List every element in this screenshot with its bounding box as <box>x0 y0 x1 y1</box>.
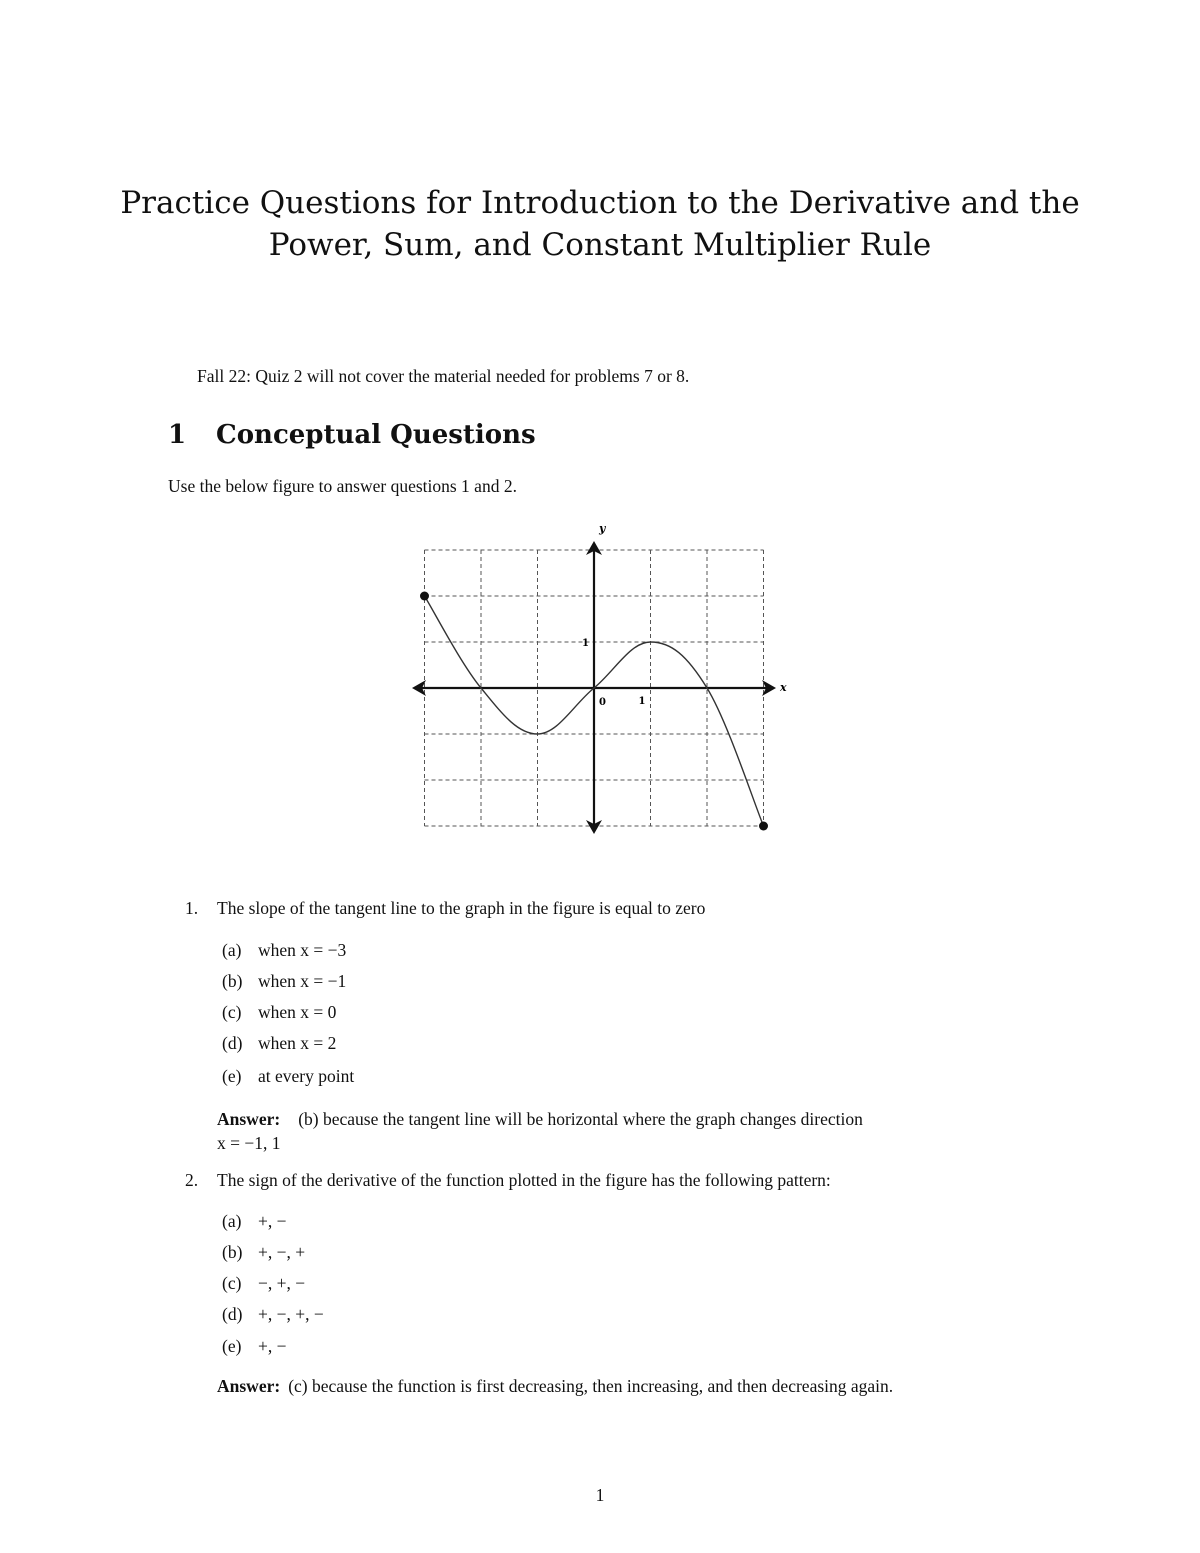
answer-text: (c) because the function is first decreasing, then increasing, and then decreasing again. <box>288 1376 894 1396</box>
q2-option-b <box>222 1242 305 1263</box>
option-text: when x = −1 <box>258 971 347 991</box>
q2-option-d <box>222 1304 324 1325</box>
answer-text: (b) because the tangent line will be horizontal where the graph changes direction <box>298 1109 863 1129</box>
q1-option-e <box>222 1066 354 1087</box>
option-label: (e) <box>222 1066 242 1086</box>
option-text: +, −, +, − <box>258 1304 324 1324</box>
option-text: −, +, − <box>258 1273 306 1293</box>
option-text: when x = −3 <box>258 940 347 960</box>
option-label: (a) <box>222 940 242 960</box>
function-graph <box>400 515 800 849</box>
option-label: (e) <box>222 1336 242 1356</box>
option-text: when x = 2 <box>258 1033 337 1053</box>
curve-end-point <box>759 822 768 831</box>
answer-label: Answer: <box>217 1376 281 1396</box>
curve-start-point <box>420 592 429 601</box>
option-label: (c) <box>222 1002 242 1022</box>
q1-answer <box>217 1107 1037 1155</box>
q2-answer <box>217 1374 1037 1398</box>
q1-option-d <box>222 1033 336 1054</box>
q1-option-b <box>222 971 346 992</box>
option-label: (c) <box>222 1273 242 1293</box>
option-label: (b) <box>222 1242 243 1262</box>
question-number: 2. <box>185 1170 199 1190</box>
q2-option-c <box>222 1273 305 1294</box>
answer-label: Answer: <box>217 1109 281 1129</box>
option-label: (d) <box>222 1304 243 1324</box>
question-2 <box>185 1170 831 1191</box>
origin-label: 0 <box>599 697 606 708</box>
answer-text-continued: x = −1, 1 <box>217 1133 281 1153</box>
option-text: +, − <box>258 1336 287 1356</box>
q2-option-e <box>222 1336 287 1357</box>
document-title <box>0 182 1200 266</box>
option-text: +, − <box>258 1211 287 1231</box>
q1-option-c <box>222 1002 336 1023</box>
question-number: 1. <box>185 898 199 918</box>
x-tick-label: 1 <box>638 696 646 707</box>
option-text: +, −, + <box>258 1242 306 1262</box>
section-title: Conceptual Questions <box>216 420 536 450</box>
section-number: 1 <box>168 420 187 450</box>
question-1 <box>185 898 705 919</box>
x-axis-label: x <box>780 681 787 694</box>
figure-intro: Use the below figure to answer questions 1 and 2. <box>168 476 517 496</box>
option-label: (b) <box>222 971 243 991</box>
title-line-2: Power, Sum, and Constant Multiplier Rule <box>268 227 932 263</box>
option-label: (a) <box>222 1211 242 1231</box>
option-label: (d) <box>222 1033 243 1053</box>
graph-svg <box>400 515 800 845</box>
option-text: at every point <box>258 1066 355 1086</box>
option-text: when x = 0 <box>258 1002 337 1022</box>
y-axis-label: y <box>599 522 606 535</box>
title-line-1: Practice Questions for Introduction to the Derivative and the <box>120 185 1080 221</box>
section-heading <box>168 420 536 450</box>
q2-option-a <box>222 1211 287 1232</box>
question-prompt: The sign of the derivative of the function plotted in the figure has the following pattern: <box>217 1170 831 1190</box>
quiz-note: Fall 22: Quiz 2 will not cover the material needed for problems 7 or 8. <box>197 366 690 386</box>
page-number: 1 <box>595 1485 605 1505</box>
question-prompt: The slope of the tangent line to the graph in the figure is equal to zero <box>217 898 706 918</box>
y-tick-label: 1 <box>582 638 589 649</box>
q1-option-a <box>222 940 346 961</box>
